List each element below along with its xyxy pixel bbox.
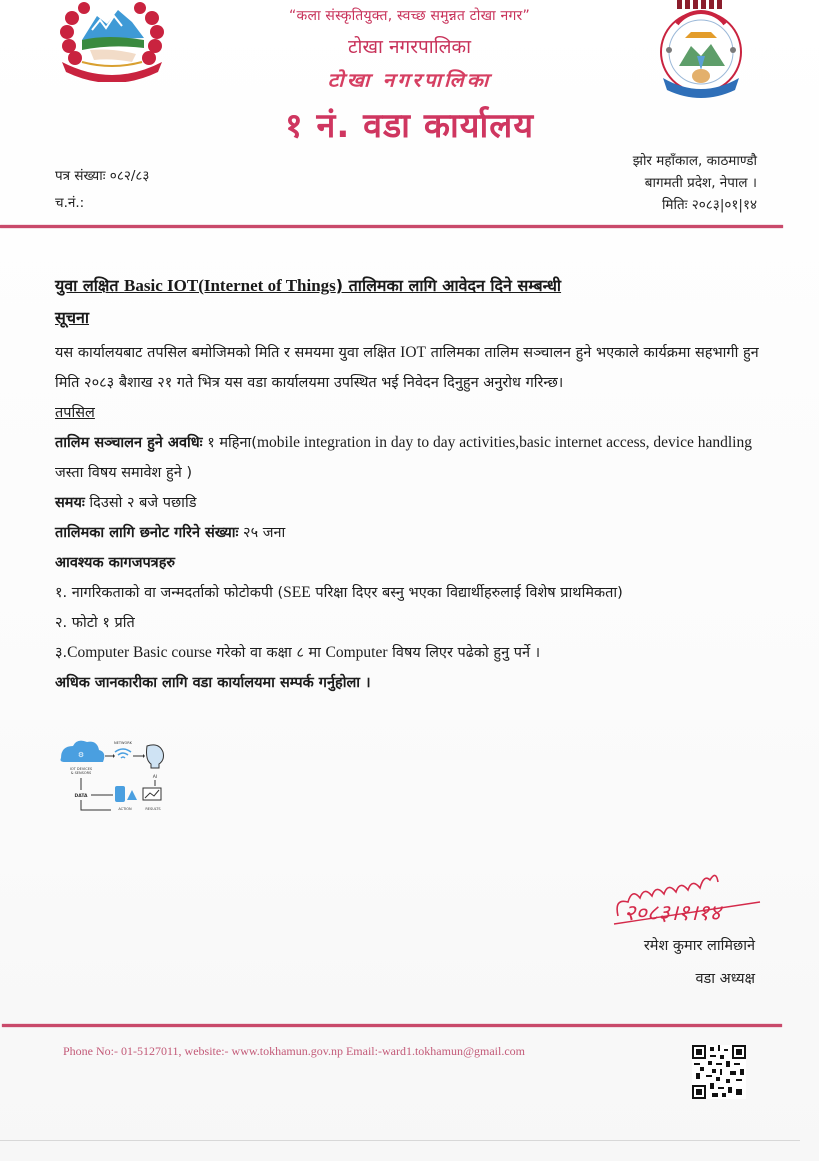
address-line-2: बागमती प्रदेश, नेपाल ।	[644, 175, 757, 191]
document-3-suffix: विषय लिएर पढेको हुनु पर्ने ।	[387, 645, 541, 661]
footer-contact-info: Phone No:- 01-5127011, website:- www.tokhamun.gov.np Email:-ward1.tokhamun@gmail.com	[63, 1044, 525, 1058]
duration-value-a: १ महिना(	[202, 435, 257, 451]
signature-date: २०८३।१।१४	[624, 901, 721, 926]
notice-subject	[55, 270, 755, 334]
dispatch-number	[55, 190, 149, 217]
svg-text:ACTION: ACTION	[118, 807, 132, 811]
duration-row	[55, 428, 775, 488]
time-row	[55, 488, 775, 518]
page-bottom-edge	[0, 1140, 800, 1141]
intro-paragraph	[55, 338, 775, 398]
qr-code-icon	[692, 1045, 746, 1099]
municipality-slogan: “कला संस्कृतियुक्त, स्वच्छ समुन्नत टोखा नगर”	[289, 8, 530, 24]
intro-text-b: तालिमका तालिम सञ्चालन हुने भएकाले कार्यक्रमा सहभागी हुन मिति २०८३ बैशाख २१ गते भित्र यस वडा कार्यालयमा उपस्थित भई निवेदन दिनुहुन अनुरोध गरिन्छ।	[55, 345, 759, 391]
letter-date	[633, 194, 757, 216]
time-label: समयः	[55, 495, 85, 511]
duration-value-b: जस्ता विषय समावेश हुने )	[55, 465, 193, 481]
subject-part-4: सूचना	[55, 308, 90, 327]
address-block	[633, 150, 757, 216]
seats-value: २५ जना	[238, 525, 286, 541]
svg-text:IOT DEVICES: IOT DEVICES	[69, 767, 93, 771]
notice-body	[55, 338, 775, 698]
document-1-en: SEE	[283, 584, 311, 601]
document-3-en2: Computer	[325, 644, 388, 661]
document-3-en: Computer Basic course	[67, 644, 212, 661]
svg-text:RESULTS: RESULTS	[145, 807, 161, 811]
time-value: दिउसो २ बजे पछाडि	[84, 495, 197, 511]
header-divider	[0, 225, 783, 228]
letter-number-value: ०८२/८३	[109, 168, 150, 184]
intro-text-a: यस कार्यालयबाट तपसिल बमोजिमको मिति र समयमा युवा लक्षित	[55, 345, 401, 361]
document-3-prefix: ३.	[55, 645, 68, 661]
signer-title: वडा अध्यक्ष	[695, 971, 755, 987]
subject-part-2: Basic IOT(Internet of Things	[124, 276, 336, 295]
closing-line	[55, 668, 775, 698]
address-line-1: झोर महाँकाल, काठमाण्डौ	[632, 153, 757, 169]
municipality-name-stylized: टोखा नगरपालिका	[327, 69, 492, 91]
document-2-text: २. फोटो १ प्रति	[55, 615, 135, 631]
duration-label: तालिम सञ्चालन हुने अवधिः	[55, 435, 203, 451]
letter-number	[55, 163, 149, 190]
svg-text:DATA: DATA	[74, 794, 88, 799]
svg-text:AI: AI	[152, 775, 158, 780]
subject-part-1: युवा लक्षित	[55, 276, 125, 295]
svg-text:& SENSORS: & SENSORS	[70, 771, 92, 775]
seats-row	[55, 518, 775, 548]
date-label: मितिः	[661, 197, 688, 213]
svg-text:NETWORK: NETWORK	[114, 741, 132, 745]
reference-block	[55, 163, 149, 217]
document-item-1	[55, 578, 775, 608]
subject-part-3: ) तालिमका लागि आवेदन दिने सम्बन्धी	[335, 276, 562, 295]
document-1-prefix: १. नागरिकताको वा जन्मदर्ताको फोटोकपी (	[55, 585, 284, 601]
date-value: २०८३|०१|१४	[691, 197, 757, 213]
handwritten-signature-icon	[600, 868, 770, 928]
iot-diagram-icon	[55, 738, 173, 824]
document-item-3	[55, 638, 775, 668]
dispatch-number-label: च.नं.:	[55, 195, 85, 211]
ward-office-title: १ नं. वडा कार्यालय	[284, 106, 535, 146]
signer-name: रमेश कुमार लामिछाने	[643, 938, 755, 954]
svg-text:⚙: ⚙	[77, 751, 85, 759]
letter-number-label: पत्र संख्याः	[55, 168, 106, 184]
documents-heading	[55, 548, 775, 578]
documents-heading-text: आवश्यक कागजपत्रहरु	[55, 555, 176, 571]
document-1-suffix: परिक्षा दिएर बस्नु भएका विद्यार्थीहरुलाई विशेष प्राथमिकता)	[310, 585, 623, 601]
closing-text: अधिक जानकारीका लागि वडा कार्यालयमा सम्पर्क गर्नुहोला ।	[55, 675, 371, 691]
details-heading: तपसिल	[55, 405, 95, 421]
document-item-2	[55, 608, 775, 638]
footer-divider	[2, 1024, 782, 1027]
document-3-mid: गरेको वा कक्षा ८ मा	[211, 645, 326, 661]
intro-text-en: IOT	[400, 344, 426, 361]
duration-value-en: mobile integration in day to day activities,basic internet access, device handling	[256, 434, 752, 451]
municipality-name: टोखा नगरपालिका	[347, 36, 472, 58]
seats-label: तालिमका लागि छनोट गरिने संख्याः	[55, 525, 239, 541]
